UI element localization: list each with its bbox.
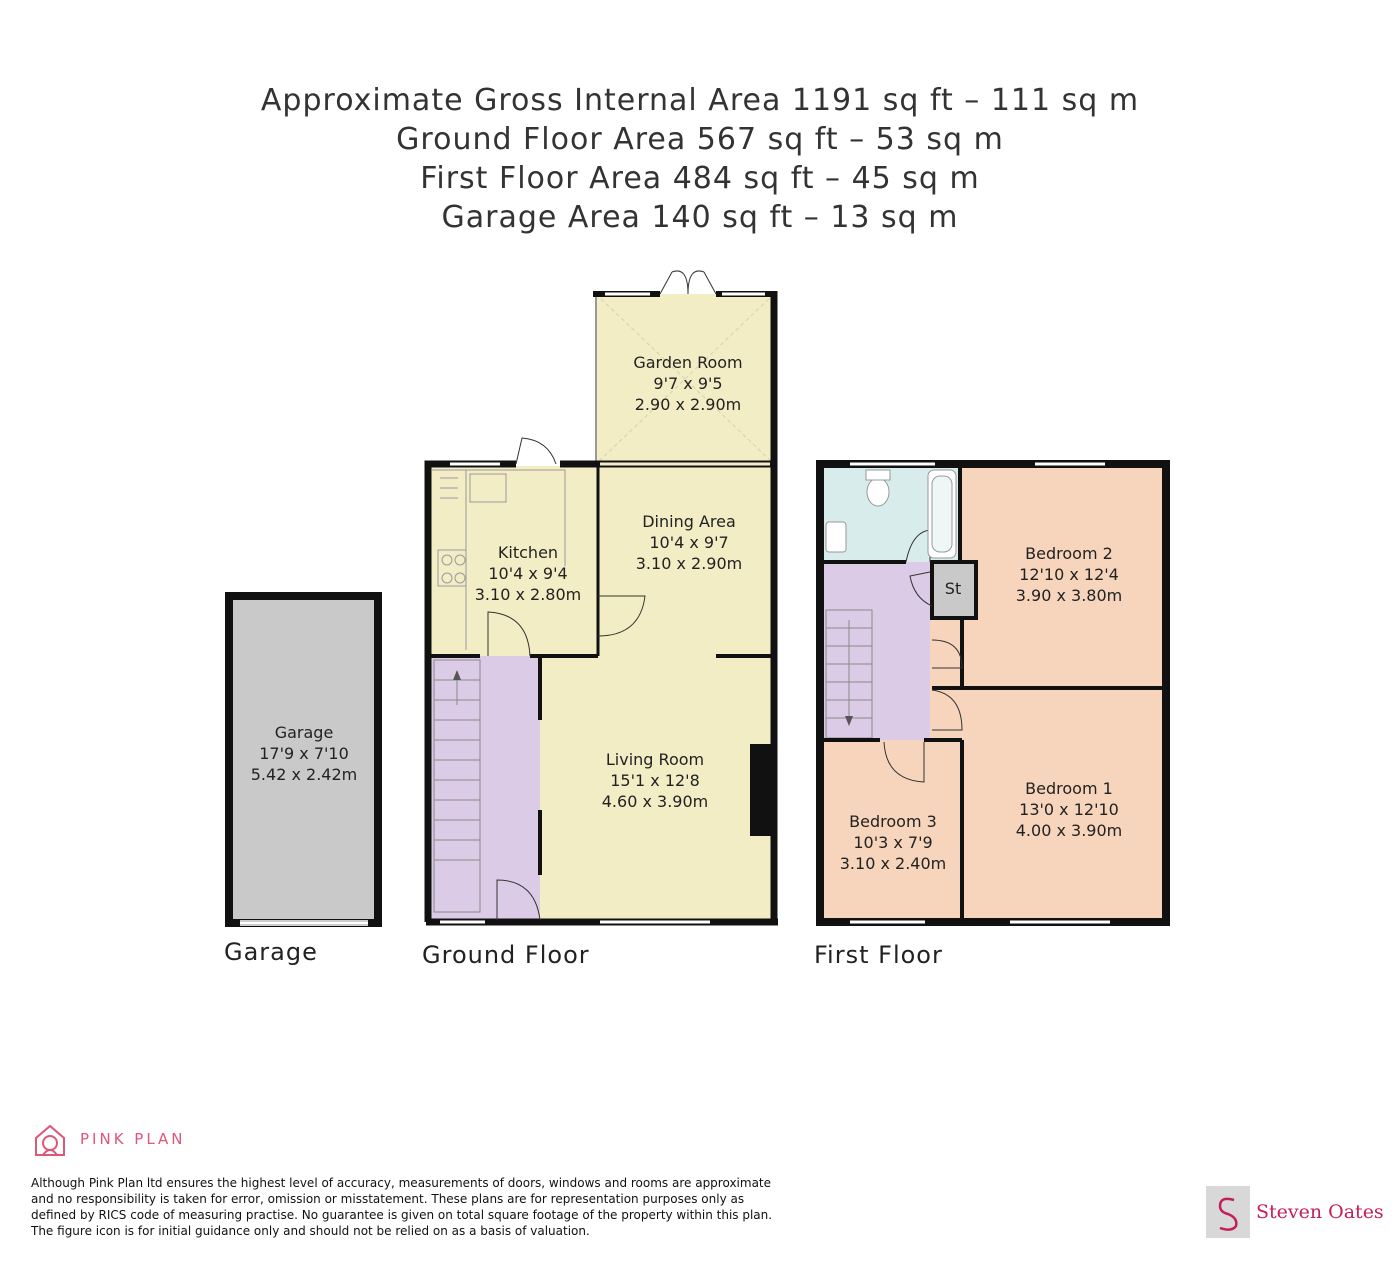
gross-area-title: Approximate Gross Internal Area 1191 sq ft – 111 sq m [260,83,1140,118]
bedroom3-metric: 3.10 x 2.40m [839,854,947,873]
kitchen-metric: 3.10 x 2.80m [474,585,582,604]
dining-name: Dining Area [642,512,736,531]
garage-area: Garage Area 140 sq ft – 13 sq m [441,200,959,235]
bedroom2-metric: 3.90 x 3.80m [1015,586,1123,605]
bedroom2-imperial: 12'10 x 12'4 [1019,565,1119,584]
first-stairs [826,610,872,738]
first-floor-label: First Floor [814,941,943,969]
ground-stairs [434,660,480,912]
kitchen-imperial: 10'4 x 9'4 [488,564,568,583]
disclaimer-text: Although Pink Plan ltd ensures the highest level of accuracy, measurements of doors, windows and rooms are approximate and no responsibility is taken for error, omission or misstatement. These plans are for representation purposes only as defined by RICS code of measuring practise. No guarantee is given on total square footage of the property within this plan. The figure icon is for initial guidance only and should not be relied on as a basis of valuation. [31,1176,773,1238]
first-floor-area: First Floor Area 484 sq ft – 45 sq m [420,161,980,196]
ground-floor-area: Ground Floor Area 567 sq ft – 53 sq m [396,122,1004,157]
bedroom3-imperial: 10'3 x 7'9 [853,833,933,852]
bedroom1-metric: 4.00 x 3.90m [1015,821,1123,840]
stylised-s-logo-icon [1206,1186,1250,1238]
bedroom1-imperial: 13'0 x 12'10 [1019,800,1119,819]
bedroom1-name: Bedroom 1 [1025,779,1113,798]
pink-plan-brand: PINK PLAN [80,1130,186,1148]
garden-room-name: Garden Room [633,353,743,372]
garage-floor-label: Garage [224,938,318,966]
living-name: Living Room [605,750,705,769]
kitchen-name: Kitchen [497,543,559,562]
pink-plan-house-icon [36,1126,64,1155]
bedroom2-name: Bedroom 2 [1025,544,1113,563]
ground-floor-label: Ground Floor [422,941,590,969]
garden-room-metric: 2.90 x 2.90m [634,395,742,414]
living-imperial: 15'1 x 12'8 [610,771,700,790]
garage-metric: 5.42 x 2.42m [250,765,358,784]
living-metric: 4.60 x 3.90m [601,792,709,811]
garden-room-imperial: 9'7 x 9'5 [653,374,723,393]
garage-imperial: 17'9 x 7'10 [259,744,349,763]
bedroom3-name: Bedroom 3 [849,812,937,831]
dining-metric: 3.10 x 2.90m [635,554,743,573]
agent-name: Steven Oates [1256,1201,1384,1223]
garage-name: Garage [274,723,334,742]
store-label: St [944,579,962,598]
dining-imperial: 10'4 x 9'7 [649,533,729,552]
